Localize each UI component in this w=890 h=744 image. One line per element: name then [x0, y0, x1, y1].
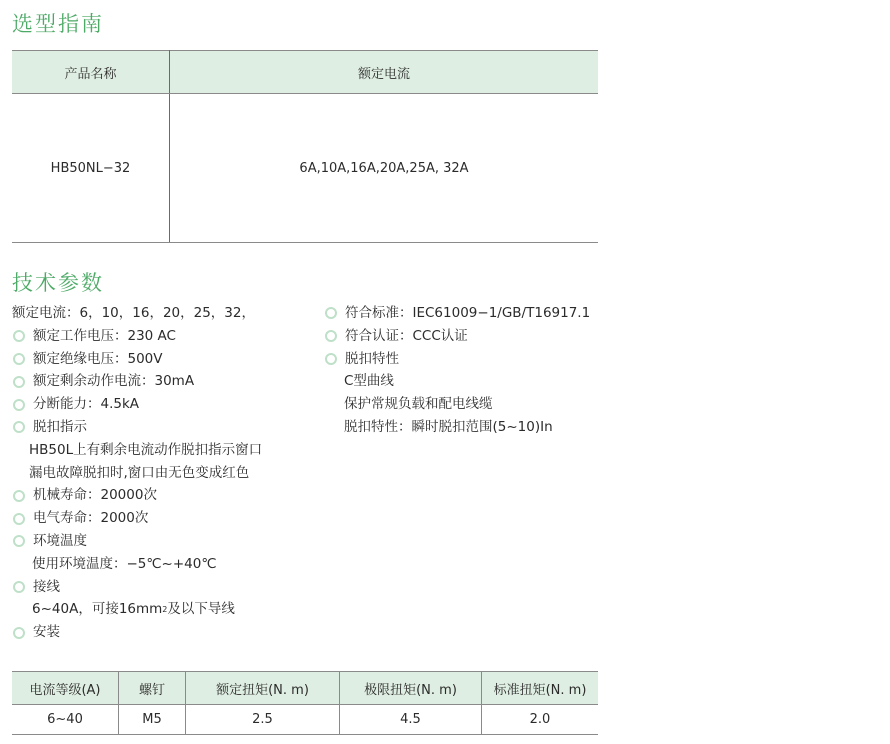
- bullet-icon: [13, 513, 25, 525]
- param-trip-indication-desc1: HB50L上有剩余电流动作脱扣指示窗口: [29, 441, 263, 458]
- tech-params-title: 技术参数: [12, 271, 104, 295]
- header-screw: 螺钉: [119, 672, 186, 705]
- param-mechanical-life: 机械寿命：20000次: [33, 487, 157, 504]
- header-rated-torque: 额定扭矩(N. m): [186, 672, 340, 705]
- header-current-level: 电流等级(A): [12, 672, 119, 705]
- param-c-curve: C型曲线: [344, 373, 394, 390]
- cell-limit-torque: 4.5: [340, 705, 482, 735]
- param-electrical-life: 电气寿命：2000次: [33, 510, 149, 527]
- selection-guide-title: 选型指南: [12, 12, 104, 36]
- torque-table: [12, 671, 598, 735]
- tech-params-right: [324, 302, 590, 439]
- param-trip-indication-desc2: 漏电故障脱扣时,窗口由无色变成红色: [29, 464, 250, 481]
- param-wiring: 接线: [33, 578, 60, 595]
- tech-params-left: [12, 302, 262, 644]
- param-breaking-capacity: 分断能力：4.5kA: [33, 396, 140, 413]
- param-certification: 符合认证：CCC认证: [345, 327, 468, 344]
- bullet-icon: [325, 353, 337, 365]
- bullet-icon: [13, 399, 25, 411]
- header-standard-torque: 标准扭矩(N. m): [482, 672, 599, 705]
- header-rated-current: 额定电流: [170, 51, 599, 94]
- bullet-icon: [325, 307, 337, 319]
- cell-rated-torque: 2.5: [186, 705, 340, 735]
- bullet-icon: [13, 353, 25, 365]
- param-rated-current: 额定电流：6，10，16，20，25，32，: [12, 305, 255, 321]
- bullet-icon: [13, 421, 25, 433]
- bullet-icon: [13, 376, 25, 388]
- table-row: [12, 705, 598, 735]
- param-insulation-voltage: 额定绝缘电压：500V: [33, 350, 163, 367]
- param-residual-current: 额定剩余动作电流：30mA: [33, 373, 195, 390]
- param-trip-range: 脱扣特性：瞬时脱扣范围(5~10)In: [344, 418, 553, 435]
- param-installation: 安装: [33, 624, 60, 641]
- header-limit-torque: 极限扭矩(N. m): [340, 672, 482, 705]
- bullet-icon: [13, 330, 25, 342]
- param-trip-indication: 脱扣指示: [33, 418, 87, 435]
- param-trip-characteristic: 脱扣特性: [345, 350, 399, 367]
- param-working-voltage: 额定工作电压：230 AC: [33, 327, 176, 344]
- bullet-icon: [325, 330, 337, 342]
- param-protection: 保护常规负载和配电线缆: [344, 396, 493, 413]
- bullet-icon: [13, 627, 25, 639]
- param-wiring-desc: 6~40A，可接16mm 2 及以下导线: [32, 601, 235, 618]
- cell-screw: M5: [119, 705, 186, 735]
- table-header-row: [12, 51, 598, 94]
- table-row: [12, 94, 598, 243]
- cell-current-level: 6~40: [12, 705, 119, 735]
- product-model: HB50NL−32: [12, 94, 170, 243]
- param-ambient-temp: 环境温度: [33, 532, 87, 549]
- param-standard: 符合标准：IEC61009−1/GB/T16917.1: [345, 305, 591, 321]
- bullet-icon: [13, 490, 25, 502]
- param-ambient-temp-desc: 使用环境温度：−5℃~+40℃: [32, 555, 217, 572]
- selection-table: [12, 50, 598, 243]
- table-header-row: [12, 672, 598, 705]
- header-product-name: 产品名称: [12, 51, 170, 94]
- cell-standard-torque: 2.0: [482, 705, 599, 735]
- bullet-icon: [13, 581, 25, 593]
- bullet-icon: [13, 535, 25, 547]
- product-rated-current: 6A,10A,16A,20A,25A, 32A: [170, 94, 599, 243]
